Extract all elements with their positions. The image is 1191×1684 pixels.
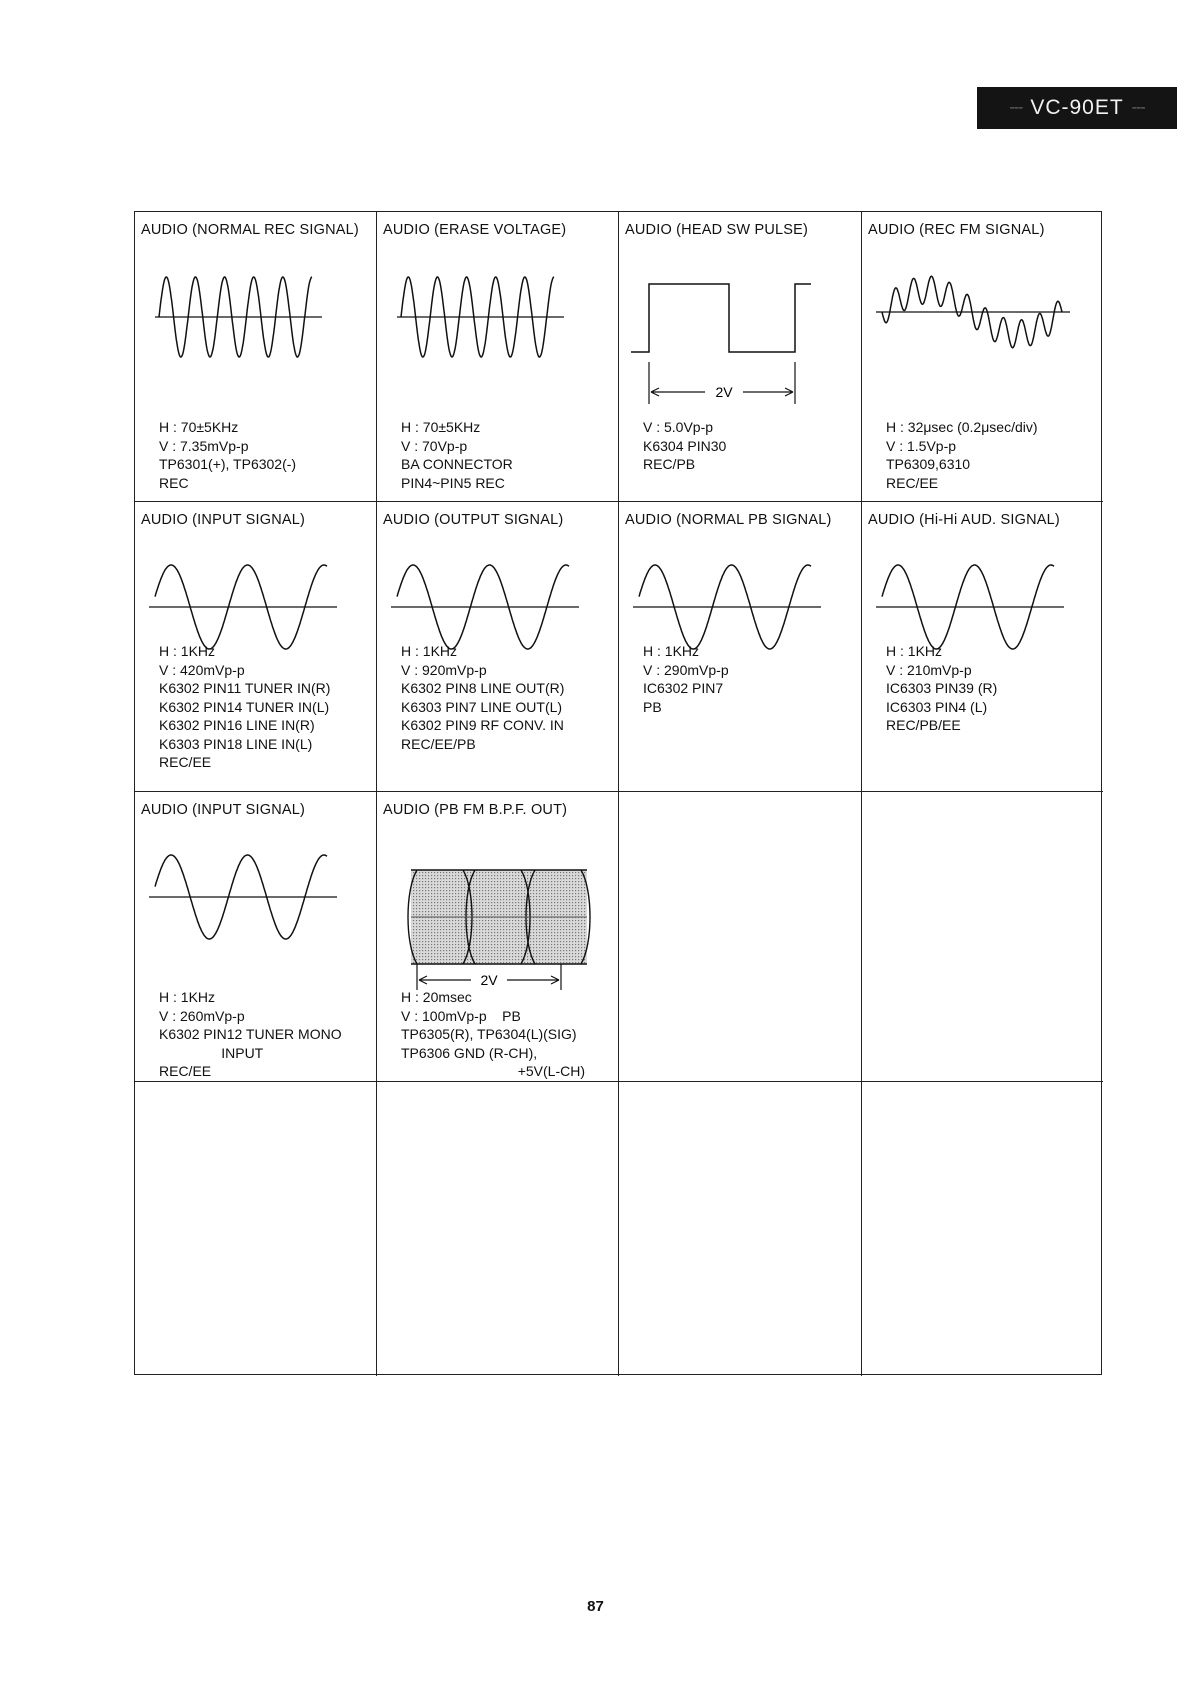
spec-line: V : 100mVp-p PB — [401, 1007, 521, 1024]
spec-line: H : 70±5KHz — [401, 419, 481, 435]
waveform-specs — [401, 418, 513, 492]
waveform-cell — [135, 212, 377, 502]
spec-line: K6302 PIN14 TUNER IN(L) — [159, 698, 330, 715]
spec-line: H : 1KHz — [159, 989, 216, 1005]
spec-line: REC/EE — [886, 474, 939, 491]
waveform-cell — [862, 792, 1103, 1082]
scale-arrow-right — [743, 388, 793, 396]
waveform-cell — [377, 1082, 619, 1376]
spec-line: V : 290mVp-p — [643, 661, 729, 678]
spec-line: PB — [643, 698, 662, 715]
waveform-specs — [401, 988, 585, 1081]
spec-line: H : 1KHz — [401, 643, 458, 659]
spec-line: H : 1KHz — [643, 643, 700, 659]
waveform-cell — [619, 792, 862, 1082]
spec-line: K6303 PIN7 LINE OUT(L) — [401, 698, 563, 715]
waveform-cell — [135, 792, 377, 1082]
waveform-specs — [886, 418, 1038, 492]
spec-line: V : 920mVp-p — [401, 661, 487, 678]
badge-dash-right: --- — [1131, 99, 1145, 116]
spec-line: IC6303 PIN39 (R) — [886, 680, 998, 696]
spec-line: TP6306 GND (R-CH), — [401, 1044, 538, 1061]
spec-line: V : 420mVp-p — [159, 661, 245, 678]
spec-line: +5V(L-CH) — [401, 1063, 585, 1079]
scale-arrow-right — [507, 976, 559, 984]
waveform-title: AUDIO (NORMAL PB SIGNAL) — [625, 512, 832, 528]
waveform-title: AUDIO (Hi-Hi AUD. SIGNAL) — [868, 512, 1060, 528]
waveform-title: AUDIO (PB FM B.P.F. OUT) — [383, 802, 568, 818]
spec-line: REC/EE — [159, 1063, 212, 1079]
spec-line: H : 1KHz — [159, 643, 216, 659]
waveform-specs — [159, 418, 296, 492]
waveform-cell — [619, 502, 862, 792]
waveform-title: AUDIO (HEAD SW PULSE) — [625, 222, 809, 238]
spec-line: IC6302 PIN7 — [643, 680, 724, 696]
waveform-plot — [147, 842, 352, 1012]
spec-line: H : 70±5KHz — [159, 419, 239, 435]
waveform-plot — [389, 262, 594, 432]
spec-line: V : 7.35mVp-p — [159, 437, 249, 454]
waveform-cell — [619, 1082, 862, 1376]
spec-line: V : 1.5Vp-p — [886, 437, 957, 454]
spec-line: K6304 PIN30 — [643, 437, 727, 454]
waveform-cell — [862, 212, 1103, 502]
spec-line: H : 20msec — [401, 989, 472, 1005]
waveform-cell — [135, 1082, 377, 1376]
spec-line: REC/EE/PB — [401, 735, 476, 752]
spec-line: K6302 PIN16 LINE IN(R) — [159, 717, 315, 733]
waveform-title: AUDIO (NORMAL REC SIGNAL) — [141, 222, 359, 238]
waveform-cell — [377, 212, 619, 502]
page-number: 87 — [587, 1598, 604, 1615]
spec-line: REC/PB/EE — [886, 717, 961, 733]
spec-line: K6302 PIN11 TUNER IN(R) — [159, 680, 331, 696]
scale-label: 2V — [480, 972, 498, 988]
waveform-specs — [401, 642, 564, 753]
spec-line: V : 5.0Vp-p — [643, 419, 714, 435]
scale-arrow-left — [651, 388, 705, 396]
waveform-cell — [135, 502, 377, 792]
spec-line: INPUT — [159, 1044, 264, 1061]
spec-line: TP6305(R), TP6304(L)(SIG) — [401, 1026, 577, 1042]
waveform-cell — [862, 1082, 1103, 1376]
spec-line: V : 260mVp-p — [159, 1007, 245, 1024]
waveform-trace — [631, 284, 811, 352]
waveform-table — [134, 211, 1102, 1375]
spec-line: H : 1KHz — [886, 643, 943, 659]
waveform-cell — [377, 792, 619, 1082]
spec-line: TP6309,6310 — [886, 456, 971, 472]
waveform-plot — [147, 262, 352, 432]
waveform-specs — [159, 988, 342, 1081]
waveform-specs — [643, 418, 726, 474]
spec-line: REC/PB — [643, 456, 696, 472]
waveform-plot — [389, 830, 594, 1000]
waveform-title: AUDIO (ERASE VOLTAGE) — [383, 222, 567, 238]
waveform-cell — [862, 502, 1103, 792]
scale-arrow-left — [419, 976, 471, 984]
spec-line: H : 32μsec (0.2μsec/div) — [886, 419, 1038, 435]
spec-line: K6302 PIN8 LINE OUT(R) — [401, 680, 565, 696]
model-label: VC-90ET — [1030, 96, 1124, 119]
scale-label: 2V — [715, 384, 733, 400]
waveform-cell — [377, 502, 619, 792]
spec-line: IC6303 PIN4 (L) — [886, 698, 988, 715]
spec-line: V : 210mVp-p — [886, 661, 972, 678]
spec-line: BA CONNECTOR — [401, 456, 513, 472]
waveform-specs — [159, 642, 330, 772]
waveform-title: AUDIO (OUTPUT SIGNAL) — [383, 512, 564, 528]
spec-line: PIN4~PIN5 REC — [401, 474, 505, 491]
spec-line: REC — [159, 474, 189, 491]
waveform-cell — [619, 212, 862, 502]
badge-dash-left: --- — [1009, 99, 1023, 116]
waveform-title: AUDIO (INPUT SIGNAL) — [141, 802, 306, 818]
waveform-specs — [643, 642, 729, 716]
spec-line: REC/EE — [159, 754, 212, 770]
spec-line: K6303 PIN18 LINE IN(L) — [159, 735, 313, 752]
model-badge — [977, 87, 1177, 129]
waveform-specs — [886, 642, 997, 735]
spec-line: V : 70Vp-p — [401, 437, 468, 454]
waveform-plot — [874, 262, 1079, 432]
waveform-title: AUDIO (REC FM SIGNAL) — [868, 222, 1045, 238]
waveform-title: AUDIO (INPUT SIGNAL) — [141, 512, 306, 528]
spec-line: K6302 PIN12 TUNER MONO — [159, 1026, 342, 1042]
spec-line: TP6301(+), TP6302(-) — [159, 456, 297, 472]
spec-line: K6302 PIN9 RF CONV. IN — [401, 717, 564, 733]
